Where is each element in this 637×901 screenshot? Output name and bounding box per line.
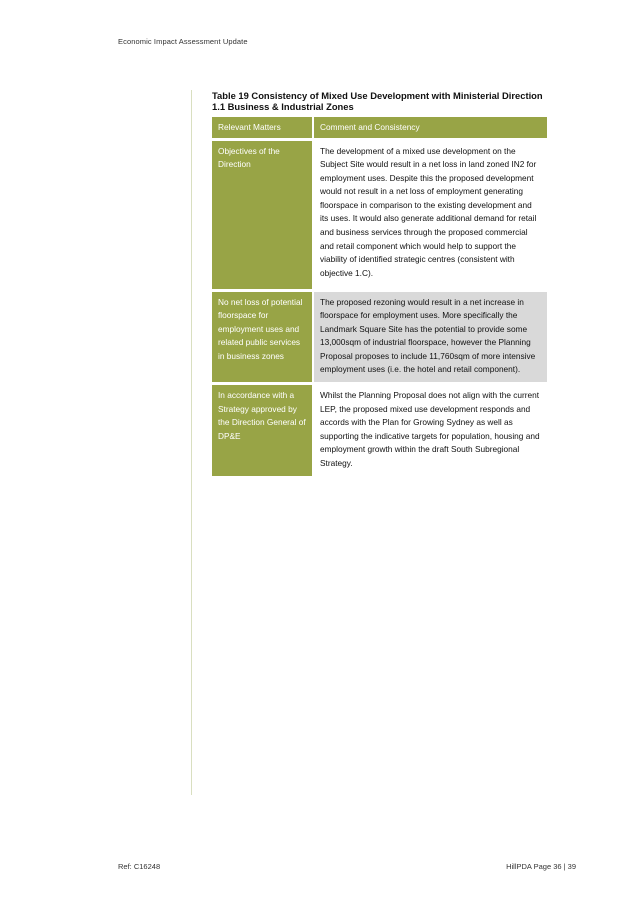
matter-cell: In accordance with a Strategy approved by the Direction General of DP&E <box>212 384 313 476</box>
table-header-row <box>212 117 547 139</box>
page-header: Economic Impact Assessment Update <box>118 37 248 46</box>
column-header-relevant-matters: Relevant Matters <box>212 117 313 139</box>
matter-cell: No net loss of potential floorspace for employment uses and related public services in business zones <box>212 290 313 384</box>
footer-reference: Ref: C16248 <box>118 862 161 871</box>
footer-page-number: HillPDA Page 36 | 39 <box>506 862 576 871</box>
table-row <box>212 139 547 290</box>
comment-cell: The development of a mixed use development on the Subject Site would result in a net loss in land zoned IN2 for employment uses. Despite this the proposed development would not result in a net loss of employment generating floorspace in comparison to the existing development and its uses. It would also generate additional demand for retail and business services through the proposed commercial and retail component which would help to support the viability of identified strategic centres (consistent with objective 1.C). <box>313 139 547 290</box>
table-title: Table 19 Consistency of Mixed Use Development with Ministerial Direction 1.1 Business & Industrial Zones <box>212 90 543 112</box>
matter-cell: Objectives of the Direction <box>212 139 313 290</box>
table-row <box>212 384 547 476</box>
column-header-comment: Comment and Consistency <box>313 117 547 139</box>
comment-cell: The proposed rezoning would result in a net increase in floorspace for employment uses. More specifically the Landmark Square Site has the potential to provide some 13,000sqm of industrial floorspace, however the Planning Proposal proposes to include 11,760sqm of more intensive employment uses (i.e. the hotel and retail component). <box>313 290 547 384</box>
consistency-table <box>212 117 547 476</box>
comment-cell: Whilst the Planning Proposal does not align with the current LEP, the proposed mixed use development responds and accords with the Plan for Growing Sydney as well as supporting the indicative targets for population, housing and employment growth within the draft South Subregional Strategy. <box>313 384 547 476</box>
margin-rule <box>191 90 192 795</box>
table-row <box>212 290 547 384</box>
